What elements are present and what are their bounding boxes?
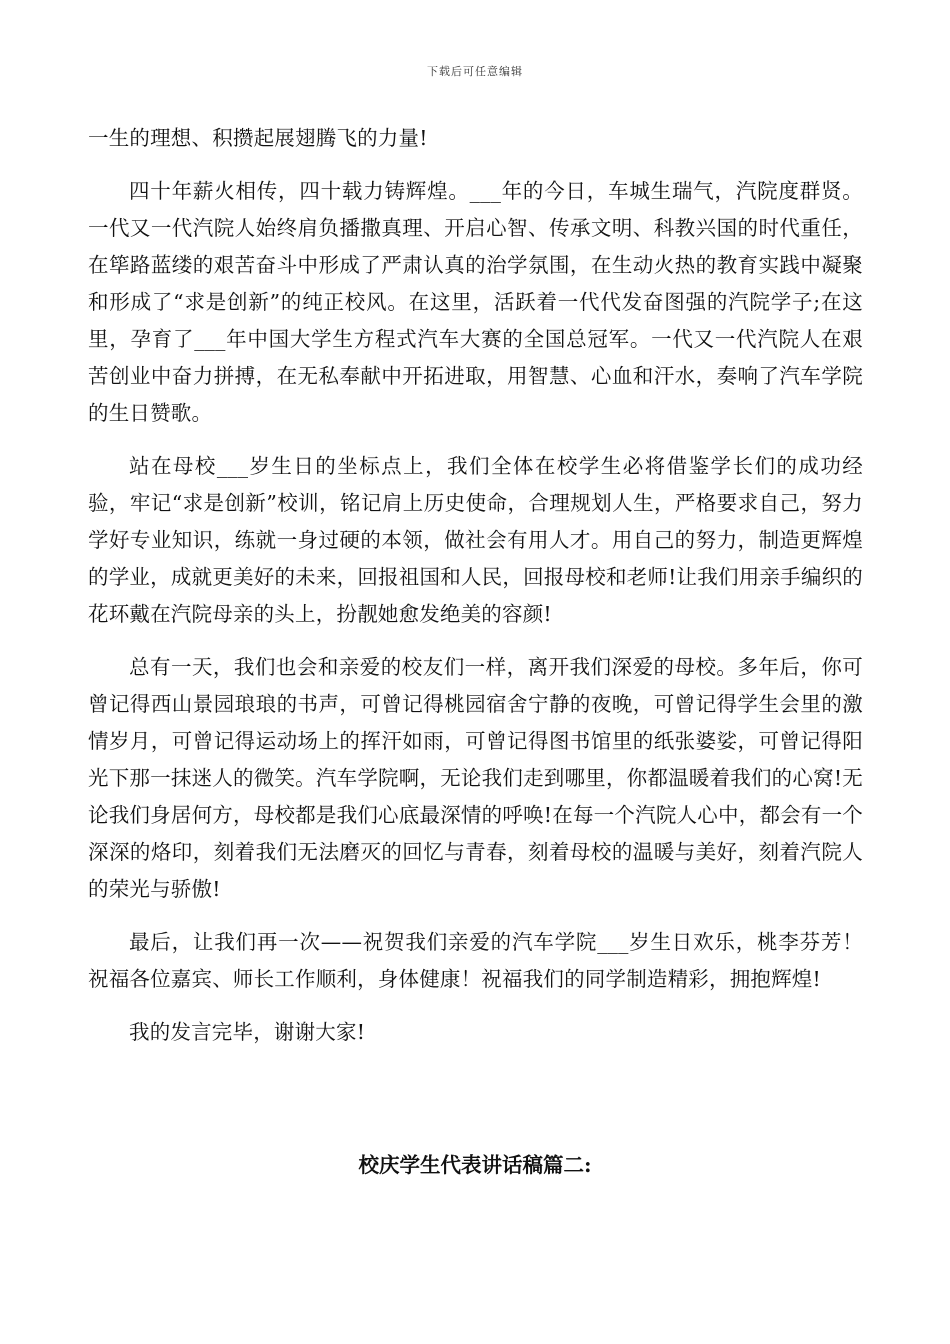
paragraph-blessing: 最后，让我们再一次——祝贺我们亲爱的汽车学院___岁生日欢乐，桃李芬芳！祝福各位嘉宾、师长工作顺利，身体健康！祝福我们的同学制造精彩，拥抱辉煌! <box>88 930 863 991</box>
paragraph-closing: 我的发言完毕，谢谢大家! <box>129 1020 366 1044</box>
paragraph-gap <box>88 633 863 649</box>
paragraph-gap <box>88 908 863 924</box>
paragraph-anniversary: 四十年薪火相传，四十载力铸辉煌。___年的今日，车城生瑞气，汽院度群贤。一代又一代汽院人始终肩负播撒真理、开启心智、传承文明、科教兴国的时代重任，在筚路蓝缕的艰苦奋斗中形成了严肃认真的治学氛围，在生动火热的教育实践中凝聚和形成了“求是创新”的纯正校风。在这里，活跃着一代代发奋图强的汽院学子;在这里，孕育了___年中国大学生方程式汽车大赛的全国总冠军。一代又一代汽院人在艰苦创业中奋力拼搏，在无私奉献中开拓进取，用智慧、心血和汗水，奏响了汽车学院的生日赞歌。 <box>88 179 863 425</box>
page-header: 下载后可任意编辑 <box>427 65 523 78</box>
paragraph-memories: 总有一天，我们也会和亲爱的校友们一样，离开我们深爱的母校。多年后，你可曾记得西山景园琅琅的书声，可曾记得桃园宿舍宁静的夜晚，可曾记得学生会里的激情岁月，可曾记得运动场上的挥汗如雨，可曾记得图书馆里的纸张婆娑，可曾记得阳光下那一抹迷人的微笑。汽车学院啊，无论我们走到哪里，你都温暖着我们的心窝!无论我们身居何方，母校都是我们心底最深情的呼唤!在每一个汽院人心中，都会有一个深深的烙印，刻着我们无法磨灭的回忆与青春，刻着母校的温暖与美好，刻着汽院人的荣光与骄傲! <box>88 655 863 901</box>
paragraph-gap <box>88 998 863 1014</box>
paragraph-gap <box>88 432 863 448</box>
document-body <box>88 120 863 1051</box>
paragraph-gap <box>88 157 863 173</box>
paragraph-commitment: 站在母校___岁生日的坐标点上，我们全体在校学生必将借鉴学长们的成功经验，牢记“求是创新”校训，铭记肩上历史使命，合理规划人生，严格要求自己，努力学好专业知识，练就一身过硬的本领，做社会有用人才。用自己的努力，制造更辉煌的学业，成就更美好的未来，回报祖国和人民，回报母校和老师!让我们用亲手编织的花环戴在汽院母亲的头上，扮靓她愈发绝美的容颜! <box>88 454 863 626</box>
section-heading: 校庆学生代表讲话稿篇二: <box>358 1153 592 1177</box>
paragraph-continuation: 一生的理想、积攒起展翅腾飞的力量! <box>88 126 428 150</box>
